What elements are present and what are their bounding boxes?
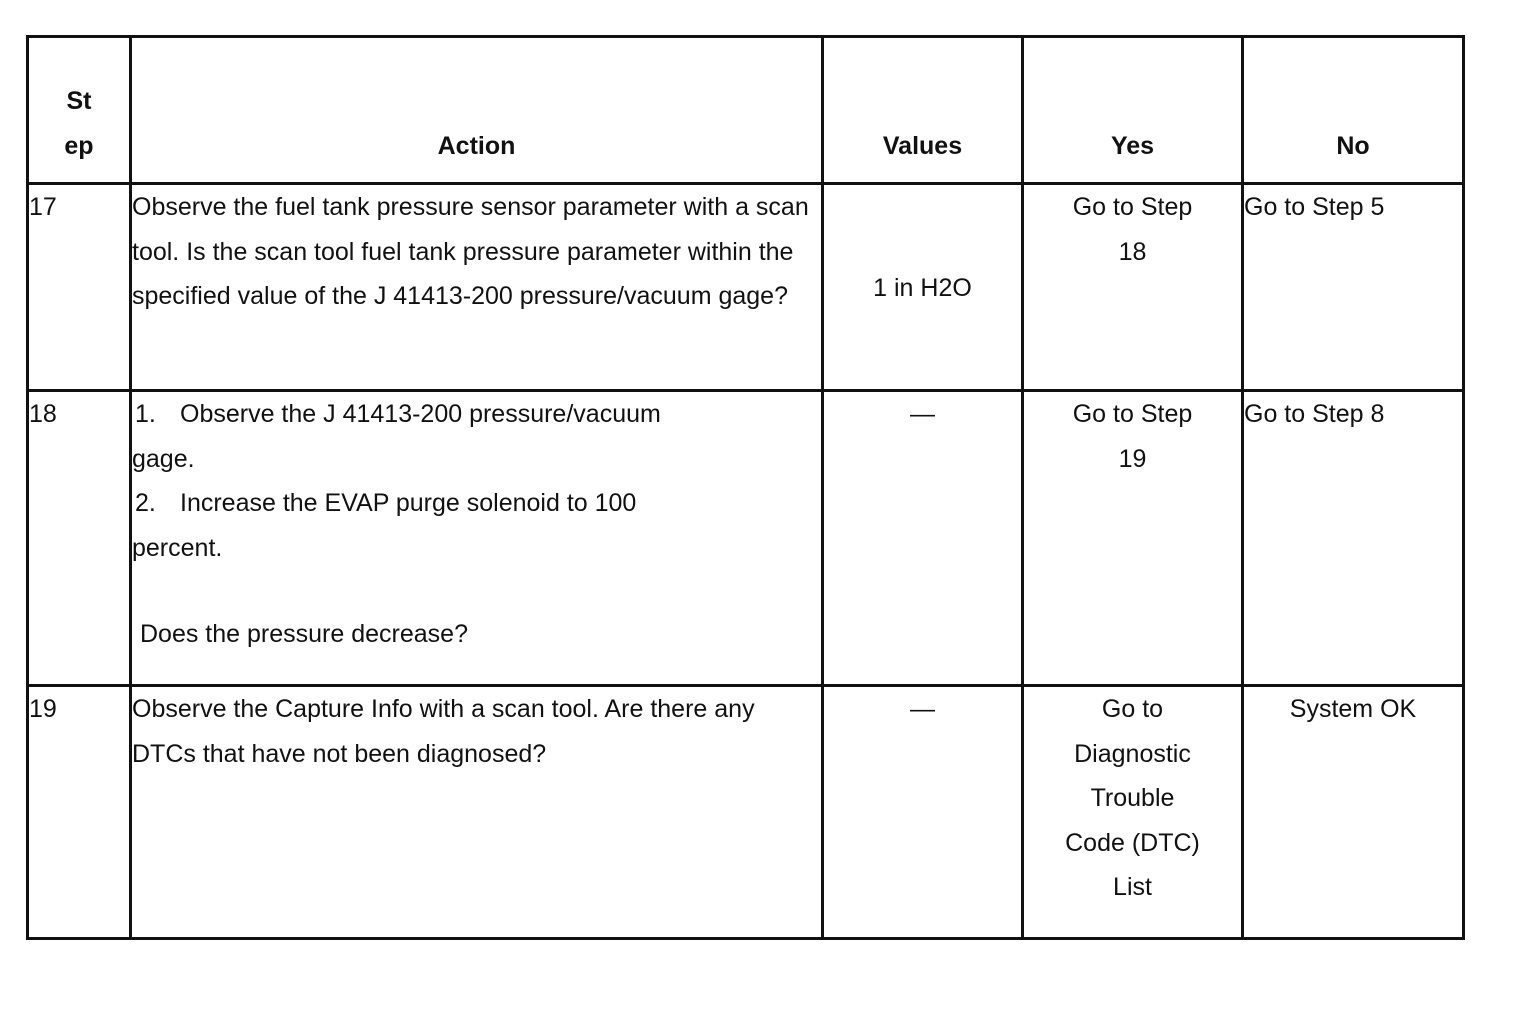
header-action: Action xyxy=(131,37,823,184)
values-text: — xyxy=(823,391,1023,686)
header-step-line1: St xyxy=(66,87,92,115)
values-text: — xyxy=(823,686,1023,939)
no-result: System OK xyxy=(1243,686,1464,939)
list-text: Observe the J 41413-200 pressure/vacuum xyxy=(180,400,661,428)
list-text: Increase the EVAP purge solenoid to 100 xyxy=(180,489,637,517)
list-number: 2. xyxy=(135,489,156,517)
header-no: No xyxy=(1243,37,1464,184)
no-result: Go to Step 8 xyxy=(1243,391,1464,686)
yes-result-line: Trouble xyxy=(1090,784,1175,812)
step-number: 17 xyxy=(28,184,131,391)
action-question: Does the pressure decrease? xyxy=(140,620,468,648)
header-values: Values xyxy=(823,37,1023,184)
header-step-line2: ep xyxy=(64,131,94,160)
table-row xyxy=(28,391,1464,686)
yes-result-line: Go to Step xyxy=(1072,400,1193,428)
yes-result-line: 18 xyxy=(1118,237,1147,266)
action-list-item xyxy=(132,392,821,481)
yes-result-line: Go to xyxy=(1101,695,1164,723)
yes-result xyxy=(1023,686,1243,939)
yes-result-line: Diagnostic xyxy=(1074,739,1191,768)
table-header-row xyxy=(28,37,1464,184)
table-row xyxy=(28,686,1464,939)
step-number: 19 xyxy=(28,686,131,939)
list-text-continued: percent. xyxy=(132,533,223,562)
yes-result xyxy=(1023,184,1243,391)
action-text: Observe the fuel tank pressure sensor parameter with a scan tool. Is the scan tool fuel tank pressure parameter within the specified value of the J 41413-200 pressure/vacuum gage? xyxy=(131,184,823,391)
header-yes: Yes xyxy=(1023,37,1243,184)
list-text-continued: gage. xyxy=(132,444,195,473)
action-text xyxy=(131,391,823,686)
table-row xyxy=(28,184,1464,391)
action-list-item xyxy=(132,481,821,570)
no-result: Go to Step 5 xyxy=(1243,184,1464,391)
diagnostic-table xyxy=(26,35,1465,940)
step-number: 18 xyxy=(28,391,131,686)
yes-result-line: Go to Step xyxy=(1072,193,1193,221)
yes-result-line: 19 xyxy=(1118,444,1147,473)
yes-result-line: Code (DTC) xyxy=(1065,828,1200,857)
list-number: 1. xyxy=(135,400,156,428)
header-step xyxy=(28,37,131,184)
action-text: Observe the Capture Info with a scan tool. Are there any DTCs that have not been diagnosed? xyxy=(131,686,823,939)
yes-result-line: List xyxy=(1113,873,1152,901)
values-text: 1 in H2O xyxy=(823,184,1023,391)
yes-result xyxy=(1023,391,1243,686)
